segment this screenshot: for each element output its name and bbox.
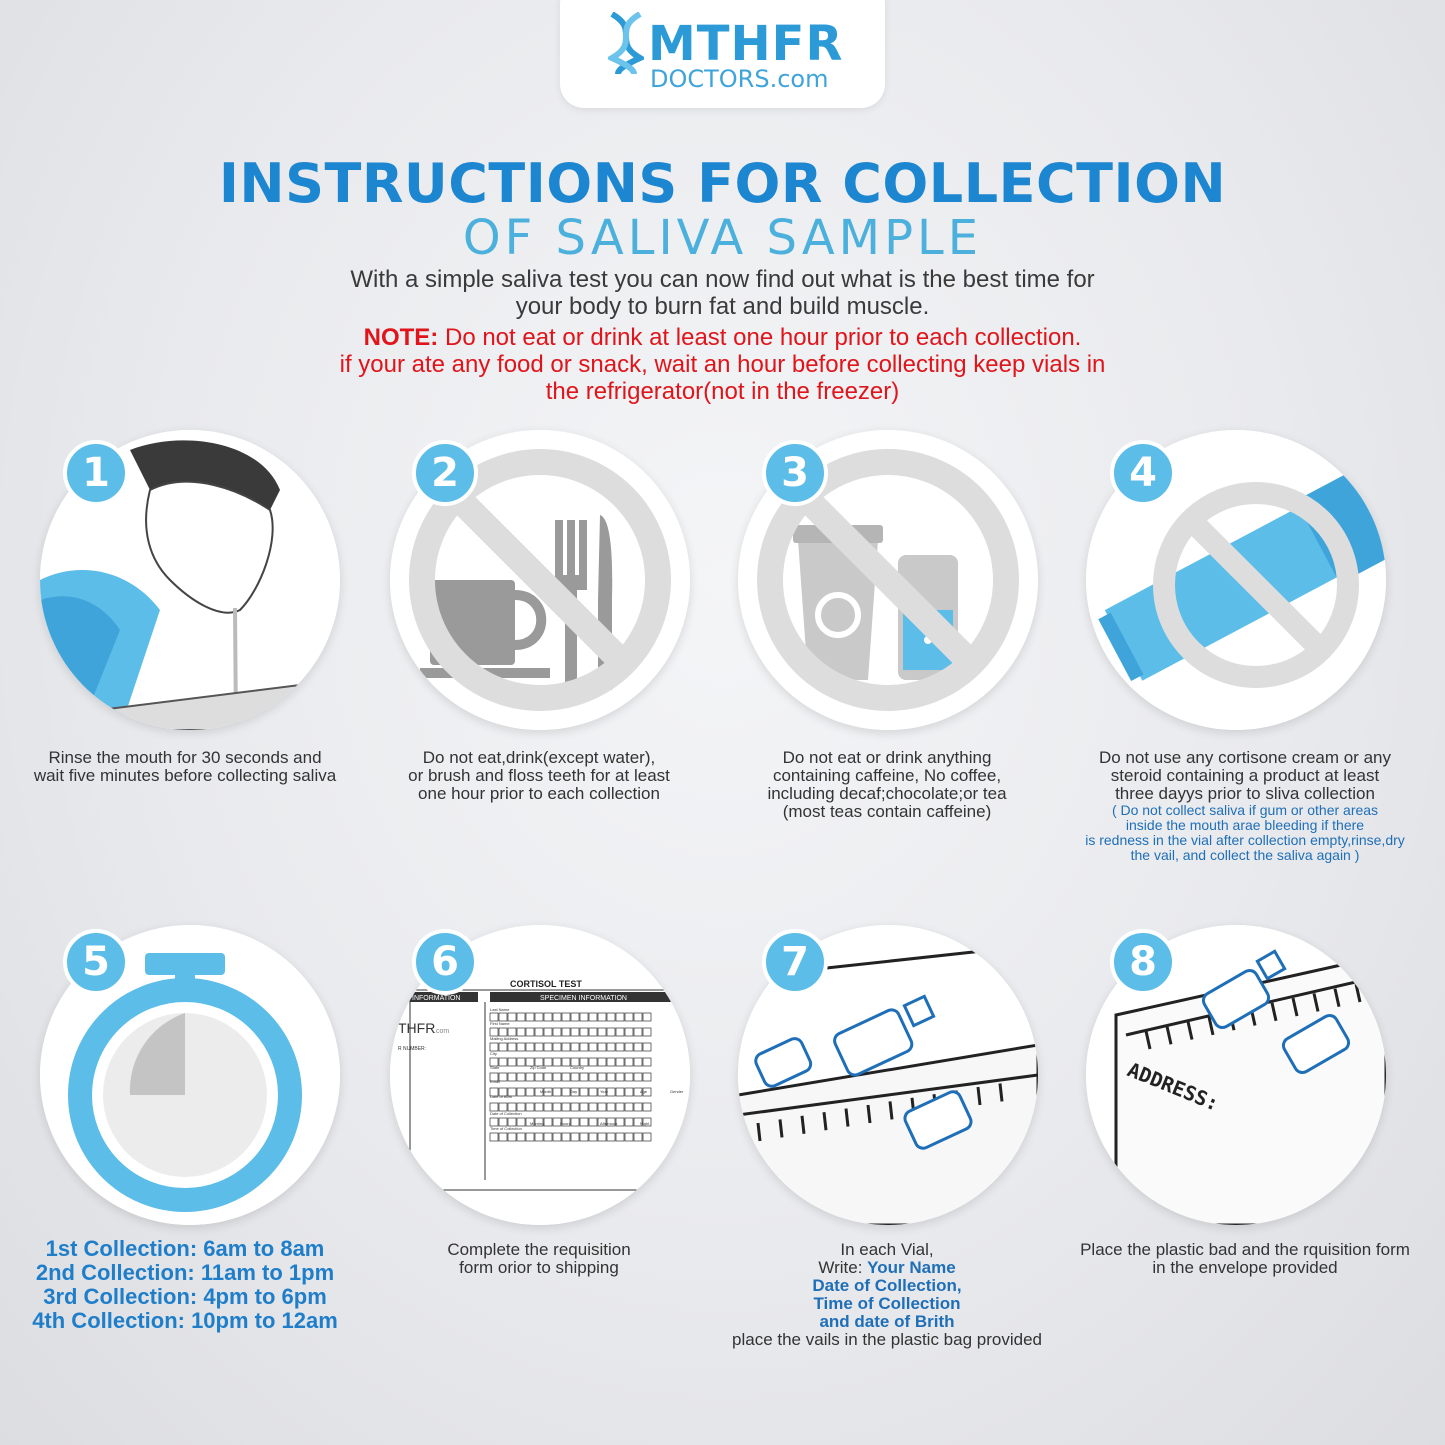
form-field-label: Time of Collection [490, 1126, 522, 1131]
step-4-line: steroid containing a product at least [1110, 766, 1380, 785]
form-field-label: Day [570, 1089, 578, 1094]
step-8-line: in the envelope provided [1152, 1258, 1338, 1277]
step-3-line: including decaf;chocolate;or tea [767, 784, 1007, 803]
note-line-1: Do not eat or drink at least one hour prior to each collection. [438, 324, 1082, 351]
note-label: NOTE: [363, 324, 439, 351]
step-7-your-name: Your Name [867, 1258, 956, 1277]
form-field-label: Morning [530, 1121, 545, 1126]
envelope-address: ADDRESS: [1124, 1057, 1223, 1116]
step-2-line: or brush and floss teeth for at least [408, 766, 670, 785]
step-1-line: wait five minutes before collecting saliva [33, 766, 337, 785]
dna-logo-icon [608, 12, 644, 76]
step-7-number: 7 [762, 929, 828, 995]
step-4-subnote: the vail, and collect the saliva again ) [1130, 847, 1360, 863]
step-4-line: three dayys prior to sliva collection [1115, 784, 1375, 803]
form-field-label: Afternoon [600, 1121, 618, 1126]
collection-schedule [20, 1237, 350, 1333]
form-left-header: INFORMATION [412, 995, 461, 1002]
form-field-label: Zip Code [530, 1065, 547, 1070]
bag-tick [868, 1105, 870, 1123]
form-field-label: Night [640, 1121, 650, 1126]
step-4-subnote: ( Do not collect saliva if gum or other areas [1111, 802, 1379, 818]
step-7-date-birth: and date of Brith [819, 1312, 955, 1331]
step-2-number: 2 [412, 440, 478, 506]
step-1-line: Rinse the mouth for 30 seconds and [48, 748, 322, 767]
step-7-caption [702, 1241, 1072, 1349]
step-4-subnote: inside the mouth arae bleeding if there [1125, 817, 1365, 833]
step-7-write-label: Write: [818, 1258, 868, 1277]
form-field-label: Noon [560, 1121, 570, 1126]
logo-card [560, 0, 885, 108]
collection-2: 2nd Collection: 11am to 1pm [35, 1260, 335, 1285]
step-7-time-collection: Time of Collection [813, 1294, 961, 1313]
note-text [250, 324, 1195, 405]
form-brand: THFR [398, 1020, 436, 1036]
step-8-caption [1045, 1241, 1445, 1277]
step-4-caption [1060, 749, 1430, 863]
form-field-label: Mailing Address [490, 1036, 519, 1041]
collection-3: 3rd Collection: 4pm to 6pm [43, 1284, 327, 1309]
step-3-line: containing caffeine, No coffee, [772, 766, 1002, 785]
bag-tick [802, 1116, 804, 1134]
collection-4: 4th Collection: 10pm to 12am [32, 1308, 338, 1333]
step-3-caption [717, 749, 1057, 821]
form-field-label: Month [540, 1089, 552, 1094]
intro-text [250, 266, 1195, 320]
bag-tick [890, 1101, 892, 1119]
bag-tick [978, 1087, 980, 1105]
form-number-label: R NUMBER: [398, 1046, 427, 1052]
form-field-label: Date of Birth [490, 1094, 513, 1099]
page-title: INSTRUCTIONS FOR COLLECTION [218, 152, 1227, 215]
step-7-line: place the vails in the plastic bag provided [732, 1330, 1042, 1349]
intro-line-1: With a simple saliva test you can now find out what is the best time for [350, 266, 1095, 293]
form-right-header: SPECIMEN INFORMATION [540, 995, 627, 1002]
step-3-line: Do not eat or drink anything [782, 748, 992, 767]
logo-subtitle: DOCTORS.com [650, 65, 829, 93]
step-1-number: 1 [63, 440, 129, 506]
form-field-label: First Name [490, 1021, 510, 1026]
step-7-date-collection: Date of Collection, [812, 1276, 962, 1295]
note-line-2: if your ate any food or snack, wait an hour before collecting keep vials in [339, 351, 1106, 378]
step-3-number: 3 [762, 440, 828, 506]
step-2-line: Do not eat,drink(except water), [422, 748, 656, 767]
step-8-line: Place the plastic bad and the rquisition form [1080, 1240, 1410, 1259]
step-5-number: 5 [63, 929, 129, 995]
step-4-line: Do not use any cortisone cream or any [1099, 748, 1391, 767]
bag-tick [824, 1112, 826, 1130]
step-2-caption [369, 749, 709, 803]
step-6-caption [369, 1241, 709, 1277]
form-field-label: Age [640, 1089, 648, 1094]
intro-line-2: your body to burn fat and build muscle. [515, 293, 930, 320]
form-field-label: Email [490, 1079, 501, 1084]
step-6-number: 6 [412, 929, 478, 995]
form-field-label: Year [600, 1089, 609, 1094]
bag-tick [846, 1109, 848, 1127]
form-field-label: City [490, 1051, 497, 1056]
step-8-number: 8 [1110, 929, 1176, 995]
bag-tick [758, 1123, 760, 1141]
form-field-label: Gender [670, 1089, 684, 1094]
form-title: CORTISOL TEST [510, 979, 582, 989]
form-field-label: Country [570, 1065, 585, 1070]
page-subtitle: OF SALIVA SAMPLE [462, 210, 983, 266]
step-7-line: In each Vial, [840, 1240, 934, 1259]
step-2-line: one hour prior to each collection [418, 784, 660, 803]
note-line-3: the refrigerator(not in the freezer) [545, 378, 900, 405]
form-field-label: State [490, 1065, 500, 1070]
step-1-caption [15, 749, 355, 785]
form-brand-suffix: .com [434, 1028, 450, 1035]
step-6-line: Complete the requisition [447, 1240, 631, 1259]
form-field-label: Date of Collection [490, 1111, 522, 1116]
step-4-subnote: is redness in the vial after collection empty,rinse,dry [1085, 832, 1405, 848]
logo-title: MTHFR [648, 16, 844, 72]
collection-1: 1st Collection: 6am to 8am [45, 1236, 325, 1261]
bag-tick [1000, 1083, 1002, 1101]
step-3-line: (most teas contain caffeine) [782, 802, 992, 821]
step-4-number: 4 [1110, 440, 1176, 506]
bag-tick [780, 1119, 782, 1137]
step-6-line: form orior to shipping [459, 1258, 619, 1277]
form-field-label: Last Name [490, 1007, 510, 1012]
